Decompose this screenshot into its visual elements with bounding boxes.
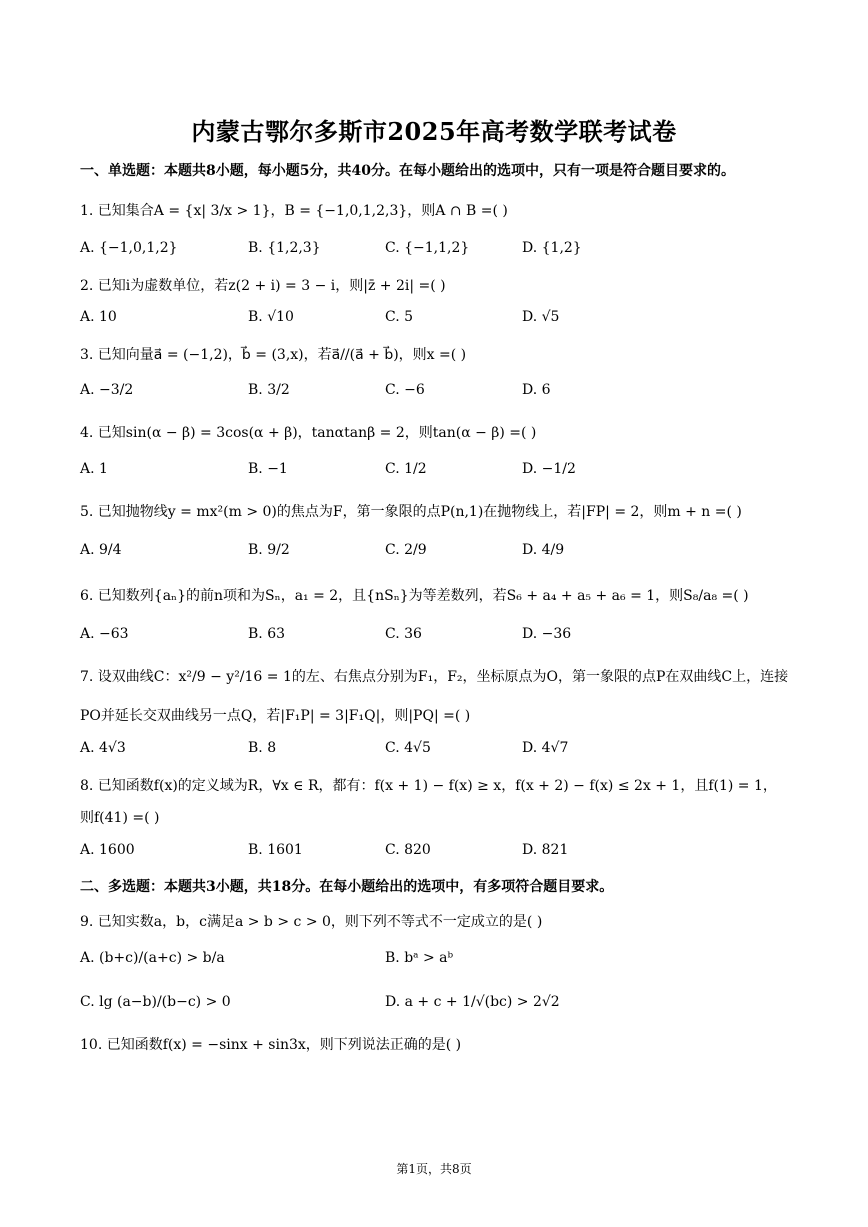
option-a: A. (b+c)/(a+c) > b/a: [80, 950, 225, 966]
question-1: 1. 已知集合A = {x| 3/x > 1}，B = {−1,0,1,2,3}，则A ∩ B =( ): [80, 203, 508, 219]
question-2: 2. 已知i为虚数单位，若z(2 + i) = 3 − i，则|z̄ + 2i| =( ): [80, 278, 446, 294]
option-c: C. 36: [385, 626, 422, 642]
options-4: [80, 461, 800, 489]
option-b: B. 3/2: [248, 382, 290, 398]
option-a: A. −3/2: [80, 382, 134, 398]
option-a: A. 1600: [80, 842, 135, 858]
question-7-continued: PO并延长交双曲线另一点Q，若|F₁P| = 3|F₁Q|，则|PQ| =( ): [80, 708, 471, 724]
option-a: A. 10: [80, 309, 117, 325]
option-b: B. −1: [248, 461, 288, 477]
option-a: A. {−1,0,1,2}: [80, 240, 178, 256]
question-8: 8. 已知函数f(x)的定义域为R，∀x ∈ R，都有：f(x + 1) − f(x) ≥ x，f(x + 2) − f(x) ≤ 2x + 1，且f(1) = 1，: [80, 778, 777, 794]
page-title: 内蒙古鄂尔多斯市2025年高考数学联考试卷: [191, 117, 677, 146]
options-2: [80, 309, 800, 337]
question-10: 10. 已知函数f(x) = −sinx + sin3x，则下列说法正确的是( ): [80, 1037, 462, 1053]
option-c: C. 4√5: [385, 740, 431, 756]
option-c: C. lg (a−b)/(b−c) > 0: [80, 994, 231, 1010]
option-b: B. {1,2,3}: [248, 240, 321, 256]
option-b: B. bᵃ > aᵇ: [385, 950, 454, 966]
option-d: D. a + c + 1/√(bc) > 2√2: [385, 994, 560, 1010]
option-b: B. √10: [248, 309, 294, 325]
option-c: C. 1/2: [385, 461, 427, 477]
section-multiple-choice: 二、多选题：本题共3小题，共18分。在每小题给出的选项中，有多项符合题目要求。: [80, 879, 614, 895]
option-a: A. 9/4: [80, 542, 122, 558]
question-8-continued: 则f(41) =( ): [80, 810, 160, 826]
option-a: A. 1: [80, 461, 108, 477]
options-8: [80, 842, 800, 870]
option-b: B. 9/2: [248, 542, 290, 558]
option-b: B. 63: [248, 626, 286, 642]
options-6: [80, 626, 800, 654]
options-9-row1: [80, 950, 800, 980]
option-d: D. √5: [522, 309, 560, 325]
option-c: C. 2/9: [385, 542, 427, 558]
option-c: C. 5: [385, 309, 414, 325]
option-d: D. −36: [522, 626, 572, 642]
option-d: D. 4√7: [522, 740, 569, 756]
options-7: [80, 740, 800, 768]
question-4: 4. 已知sin(α − β) = 3cos(α + β)，tanαtanβ = 2，则tan(α − β) =( ): [80, 425, 537, 441]
question-3: 3. 已知向量a⃗ = (−1,2)，b⃗ = (3,x)，若a⃗//(a⃗ + b⃗)，则x =( ): [80, 347, 467, 363]
option-d: D. {1,2}: [522, 240, 582, 256]
option-a: A. −63: [80, 626, 129, 642]
options-9-row2: [80, 994, 800, 1024]
option-c: C. 820: [385, 842, 431, 858]
option-d: D. −1/2: [522, 461, 576, 477]
question-6: 6. 已知数列{aₙ}的前n项和为Sₙ，a₁ = 2，且{nSₙ}为等差数列，若S₆ + a₄ + a₅ + a₆ = 1，则S₈/a₈ =( ): [80, 588, 749, 604]
question-5: 5. 已知抛物线y = mx²(m > 0)的焦点为F，第一象限的点P(n,1)在抛物线上，若|FP| = 2，则m + n =( ): [80, 504, 742, 520]
option-d: D. 4/9: [522, 542, 565, 558]
option-c: C. {−1,1,2}: [385, 240, 470, 256]
options-5: [80, 542, 800, 570]
question-7: 7. 设双曲线C：x²/9 − y²/16 = 1的左、右焦点分别为F₁，F₂，坐标原点为O，第一象限的点P在双曲线C上，连接: [80, 669, 789, 685]
option-b: B. 8: [248, 740, 277, 756]
option-b: B. 1601: [248, 842, 303, 858]
question-9: 9. 已知实数a，b，c满足a > b > c > 0，则下列不等式不一定成立的是( ): [80, 914, 543, 930]
option-d: D. 6: [522, 382, 551, 398]
options-1: [80, 240, 800, 268]
section-single-choice: 一、单选题：本题共8小题，每小题5分，共40分。在每小题给出的选项中，只有一项是符合题目要求的。: [80, 163, 735, 179]
options-3: [80, 382, 800, 410]
option-d: D. 821: [522, 842, 569, 858]
option-c: C. −6: [385, 382, 425, 398]
page-footer: 第1页，共8页: [396, 1162, 472, 1176]
option-a: A. 4√3: [80, 740, 126, 756]
